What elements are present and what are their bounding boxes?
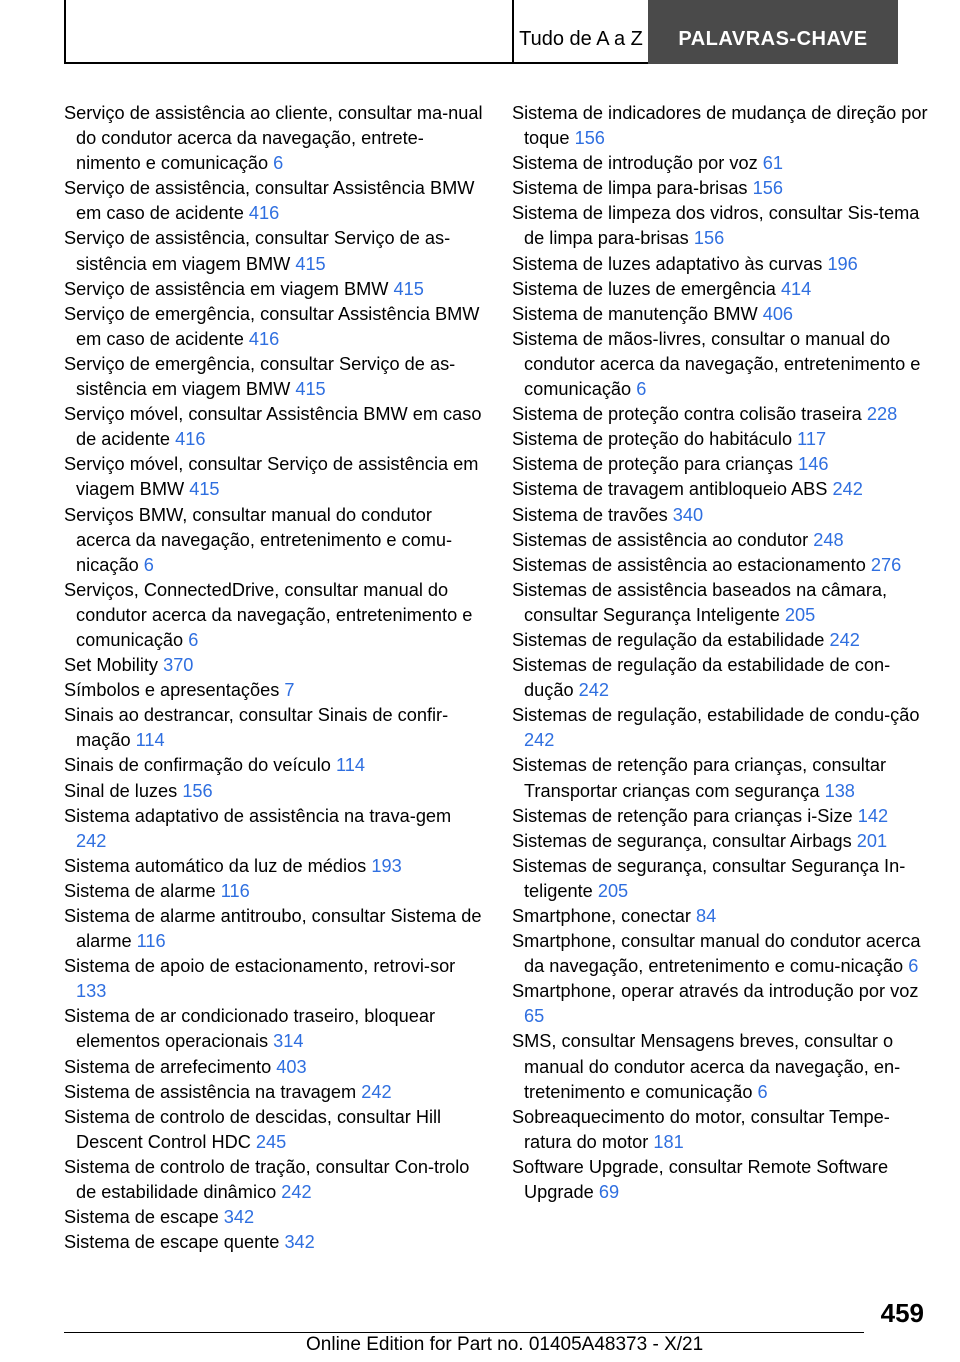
index-entry <box>512 427 932 452</box>
index-entry <box>64 101 484 176</box>
index-entry-text: Sistema de travões <box>512 504 668 525</box>
index-entry <box>512 753 932 803</box>
index-entry <box>64 753 484 778</box>
page-reference-link[interactable]: 416 <box>248 203 280 224</box>
index-entry-text: Sistema de limpa para-brisas <box>512 178 748 199</box>
index-entry <box>64 703 484 753</box>
page-reference-link[interactable]: 242 <box>76 830 107 851</box>
page-reference-link[interactable]: 69 <box>598 1182 620 1203</box>
index-entry <box>512 176 932 201</box>
index-entry-text: Sistemas de assistência ao estacionamento <box>512 554 866 575</box>
index-entry-text: Sistema de arrefecimento <box>64 1056 272 1077</box>
page-reference-link[interactable]: 156 <box>182 780 213 801</box>
page-reference-link[interactable]: 193 <box>371 855 402 876</box>
section-tab[interactable]: PALAVRAS-CHAVE <box>648 0 898 64</box>
page-reference-link[interactable]: 7 <box>284 680 295 701</box>
page-reference-link[interactable]: 242 <box>524 730 555 751</box>
index-entry-text: Sistema de manutenção BMW <box>512 303 758 324</box>
index-entry-text: Sistema de proteção contra colisão traseira <box>512 404 862 425</box>
index-entry <box>64 578 484 653</box>
page-reference-link[interactable]: 416 <box>175 429 206 450</box>
index-entry-text: Símbolos e apresentações <box>64 680 280 701</box>
page-reference-link[interactable]: 403 <box>276 1056 307 1077</box>
index-entry <box>512 829 932 854</box>
index-entry <box>64 302 484 352</box>
index-entry <box>64 1004 484 1054</box>
page-reference-link[interactable]: 65 <box>524 1006 545 1027</box>
index-entry <box>512 101 932 151</box>
index-entry-text: Serviços BMW, consultar manual do condutor acerca da navegação, entretenimento e comu-nicação <box>64 504 453 575</box>
page-reference-link[interactable]: 181 <box>653 1131 684 1152</box>
index-entry-text: Sistema de apoio de estacionamento, retrovi-sor <box>64 956 456 977</box>
page-reference-link[interactable]: 340 <box>672 504 704 525</box>
index-entry <box>64 452 484 502</box>
index-entry <box>512 201 932 251</box>
index-entry-text: Sistema de proteção do habitáculo <box>512 429 793 450</box>
index-column-right <box>512 101 932 1205</box>
index-entry <box>512 402 932 427</box>
index-entry-text: SMS, consultar Mensagens breves, consultar o manual do condutor acerca da navegação, en-tretenimento e comunicação <box>512 1031 901 1102</box>
page-reference-link[interactable]: 156 <box>693 228 725 249</box>
index-entry <box>64 1080 484 1105</box>
index-entry <box>512 703 932 753</box>
index-entry-text: Sistema de assistência na travagem <box>64 1081 357 1102</box>
index-entry-text: Sistema de proteção para crianças <box>512 454 794 475</box>
page-reference-link[interactable]: 415 <box>295 253 326 274</box>
index-entry <box>512 1105 932 1155</box>
index-entry-text: Sistemas de assistência baseados na câmara, consultar Segurança Inteligente <box>512 579 888 625</box>
index-entry-text: Sistema de luzes adaptativo às curvas <box>512 253 823 274</box>
index-entry <box>512 979 932 1029</box>
page-reference-link[interactable]: 84 <box>696 906 717 926</box>
page-reference-link[interactable]: 242 <box>361 1081 392 1102</box>
index-entry-text: Sistema de escape quente <box>64 1232 280 1253</box>
index-entry-text: Sistema de escape <box>64 1207 219 1228</box>
page-reference-link[interactable]: 245 <box>255 1131 287 1152</box>
index-entry <box>64 1105 484 1155</box>
index-entry <box>64 226 484 276</box>
page-reference-link[interactable]: 228 <box>866 404 898 425</box>
index-entry-text: Sistemas de retenção para crianças, consultar Transportar crianças com segurança <box>512 755 887 801</box>
page-reference-link[interactable]: 116 <box>136 931 166 952</box>
index-entry-text: Serviços, ConnectedDrive, consultar manual do condutor acerca da navegação, entretenimento e comunicação <box>64 579 473 650</box>
index-entry-text: Sinal de luzes <box>64 780 178 801</box>
index-entry-text: Sistemas de regulação da estabilidade <box>512 629 825 650</box>
index-entry <box>64 779 484 804</box>
index-entry-text: Sistema de alarme <box>64 880 216 901</box>
page-reference-link[interactable]: 205 <box>784 604 816 625</box>
index-entry <box>512 578 932 628</box>
page-reference-link[interactable]: 416 <box>248 328 280 349</box>
index-entry <box>512 477 932 502</box>
page-reference-link[interactable]: 406 <box>762 303 794 324</box>
index-entry <box>64 804 484 854</box>
index-entry <box>64 1205 484 1230</box>
index-entry-text: Sistema de limpeza dos vidros, consultar Sis-tema de limpa para-brisas <box>512 203 920 249</box>
index-entry-text: Sistema de luzes de emergência <box>512 278 776 299</box>
index-entry-text: Software Upgrade, consultar Remote Software Upgrade <box>512 1156 889 1203</box>
index-entry <box>64 954 484 1004</box>
index-entry-text: Serviço de emergência, consultar Assistência BMW em caso de acidente <box>64 303 480 349</box>
index-entry-text: Sinais de confirmação do veículo <box>64 755 331 776</box>
index-entry-text: Sistema automático da luz de médios <box>64 855 367 876</box>
footer-edition-text: Online Edition for Part no. 01405A48373 - X/21 <box>306 1334 704 1355</box>
index-entry-text: Serviço de assistência, consultar Assistência BMW em caso de acidente <box>64 178 475 224</box>
chapter-title: Tudo de A a Z <box>512 0 648 64</box>
page-reference-link[interactable]: 156 <box>574 128 605 149</box>
page-reference-link[interactable]: 196 <box>827 253 858 274</box>
index-entry-text: Serviço móvel, consultar Serviço de assistência em viagem BMW <box>64 454 479 500</box>
page-reference-link[interactable]: 6 <box>273 153 284 174</box>
index-entry <box>64 653 484 678</box>
page-reference-link[interactable]: 6 <box>143 554 154 575</box>
page-reference-link[interactable]: 146 <box>798 454 829 475</box>
page-reference-link[interactable]: 415 <box>189 479 220 500</box>
page-reference-link[interactable]: 156 <box>752 178 783 199</box>
index-entry <box>512 277 932 302</box>
page-reference-link[interactable]: 415 <box>393 278 424 299</box>
page-reference-link[interactable]: 138 <box>824 780 855 801</box>
index-entry <box>64 1230 484 1255</box>
index-entry-text: Sistemas de regulação, estabilidade de condu-ção <box>512 705 920 726</box>
index-entry <box>512 528 932 553</box>
index-entry <box>64 904 484 954</box>
page-reference-link[interactable]: 117 <box>797 429 827 450</box>
index-entry <box>64 879 484 904</box>
index-entry-text: Sistemas de segurança, consultar Airbags <box>512 830 852 851</box>
index-entry-text: Serviço de emergência, consultar Serviço de as-sistência em viagem BMW <box>64 353 456 400</box>
page-reference-link[interactable]: 6 <box>908 956 919 977</box>
index-entry <box>512 302 932 327</box>
index-entry <box>512 553 932 578</box>
index-entry-text: Sistema de ar condicionado traseiro, bloquear elementos operacionais <box>64 1006 436 1052</box>
index-entry-text: Sistema adaptativo de assistência na trava-gem <box>64 805 452 826</box>
index-entry <box>64 277 484 302</box>
index-entry-text: Sistema de introdução por voz <box>512 153 758 174</box>
index-entry-text: Serviço de assistência, consultar Serviço de as-sistência em viagem BMW <box>64 228 451 274</box>
page-reference-link[interactable]: 6 <box>757 1081 768 1102</box>
index-entry <box>512 854 932 904</box>
page-reference-link[interactable]: 61 <box>762 153 783 174</box>
index-entry-text: Sistema de mãos-livres, consultar o manual do condutor acerca da navegação, entretenimento e comunicação <box>512 328 921 400</box>
page-reference-link[interactable]: 242 <box>832 479 863 500</box>
index-entry-text: Sistema de alarme antitroubo, consultar Sistema de alarme <box>64 906 482 952</box>
page-reference-link[interactable]: 414 <box>780 278 812 299</box>
index-entry-text: Serviço de assistência ao cliente, consultar ma-nual do condutor acerca da navegação, entrete-nimento e comunicação <box>64 103 483 174</box>
footer-divider <box>64 1332 864 1333</box>
page-reference-link[interactable]: 314 <box>273 1031 304 1052</box>
index-entry <box>512 252 932 277</box>
index-entry <box>64 1055 484 1080</box>
page-reference-link[interactable]: 205 <box>597 880 629 901</box>
index-entry <box>512 653 932 703</box>
page-reference-link[interactable]: 133 <box>76 981 107 1002</box>
index-entry <box>512 327 932 402</box>
page-reference-link[interactable]: 242 <box>578 680 609 701</box>
index-entry <box>512 151 932 176</box>
index-entry <box>512 1029 932 1104</box>
index-entry <box>512 904 932 929</box>
index-entry-text: Smartphone, operar através da introdução por voz <box>512 981 919 1002</box>
page-reference-link[interactable]: 242 <box>829 629 860 650</box>
index-entry <box>64 854 484 879</box>
index-entry-text: Sistema de indicadores de mudança de direção por toque <box>512 103 928 149</box>
page-reference-link[interactable]: 114 <box>135 730 165 751</box>
index-entry <box>64 1155 484 1205</box>
index-entry <box>512 503 932 528</box>
page-reference-link[interactable]: 116 <box>220 880 250 901</box>
index-entry-text: Sinais ao destrancar, consultar Sinais de confir-mação <box>64 705 449 751</box>
page-reference-link[interactable]: 370 <box>163 655 194 676</box>
index-entry <box>512 804 932 829</box>
index-entry-text: Sistemas de segurança, consultar Segurança In-teligente <box>512 855 906 901</box>
index-entry-text: Set Mobility <box>64 655 159 676</box>
index-entry-text: Sistemas de regulação da estabilidade de con-dução <box>512 655 891 701</box>
page-reference-link[interactable]: 342 <box>284 1232 315 1253</box>
page-reference-link[interactable]: 201 <box>856 830 888 851</box>
page-reference-link[interactable]: 276 <box>870 554 902 575</box>
index-entry <box>64 402 484 452</box>
index-entry-text: Serviço de assistência em viagem BMW <box>64 278 389 299</box>
page-reference-link[interactable]: 248 <box>813 529 844 550</box>
page-number: 459 <box>880 1298 924 1328</box>
page-reference-link[interactable]: 142 <box>857 805 889 826</box>
index-entry-text: Sistema de travagem antibloqueio ABS <box>512 479 828 500</box>
page-reference-link[interactable]: 415 <box>295 379 326 400</box>
index-column-left <box>64 101 484 1255</box>
index-entry-text: Serviço móvel, consultar Assistência BMW em caso de acidente <box>64 404 482 450</box>
index-entry-text: Sistema de controlo de tração, consultar Con-trolo de estabilidade dinâmico <box>64 1156 470 1203</box>
index-entry-text: Sistemas de assistência ao condutor <box>512 529 809 550</box>
index-entry <box>512 1155 932 1205</box>
index-entry-text: Sistemas de retenção para crianças i-Size <box>512 805 853 826</box>
page-reference-link[interactable]: 114 <box>335 755 365 776</box>
page-reference-link[interactable]: 6 <box>636 379 647 400</box>
index-entry <box>64 678 484 703</box>
index-entry <box>512 628 932 653</box>
index-entry <box>64 503 484 578</box>
page-reference-link[interactable]: 6 <box>188 629 199 650</box>
index-entry <box>512 929 932 979</box>
page-reference-link[interactable]: 342 <box>223 1207 255 1228</box>
index-entry <box>64 352 484 402</box>
index-entry-text: Sistema de controlo de descidas, consultar Hill Descent Control HDC <box>64 1106 442 1152</box>
index-entry-text: Smartphone, consultar manual do condutor acerca da navegação, entretenimento e comu-nicação <box>512 931 921 977</box>
index-entry-text: Sobreaquecimento do motor, consultar Tempe-ratura do motor <box>512 1106 890 1152</box>
index-entry-text: Smartphone, conectar <box>512 906 691 926</box>
page-reference-link[interactable]: 242 <box>281 1182 312 1203</box>
index-entry <box>512 452 932 477</box>
index-entry <box>64 176 484 226</box>
